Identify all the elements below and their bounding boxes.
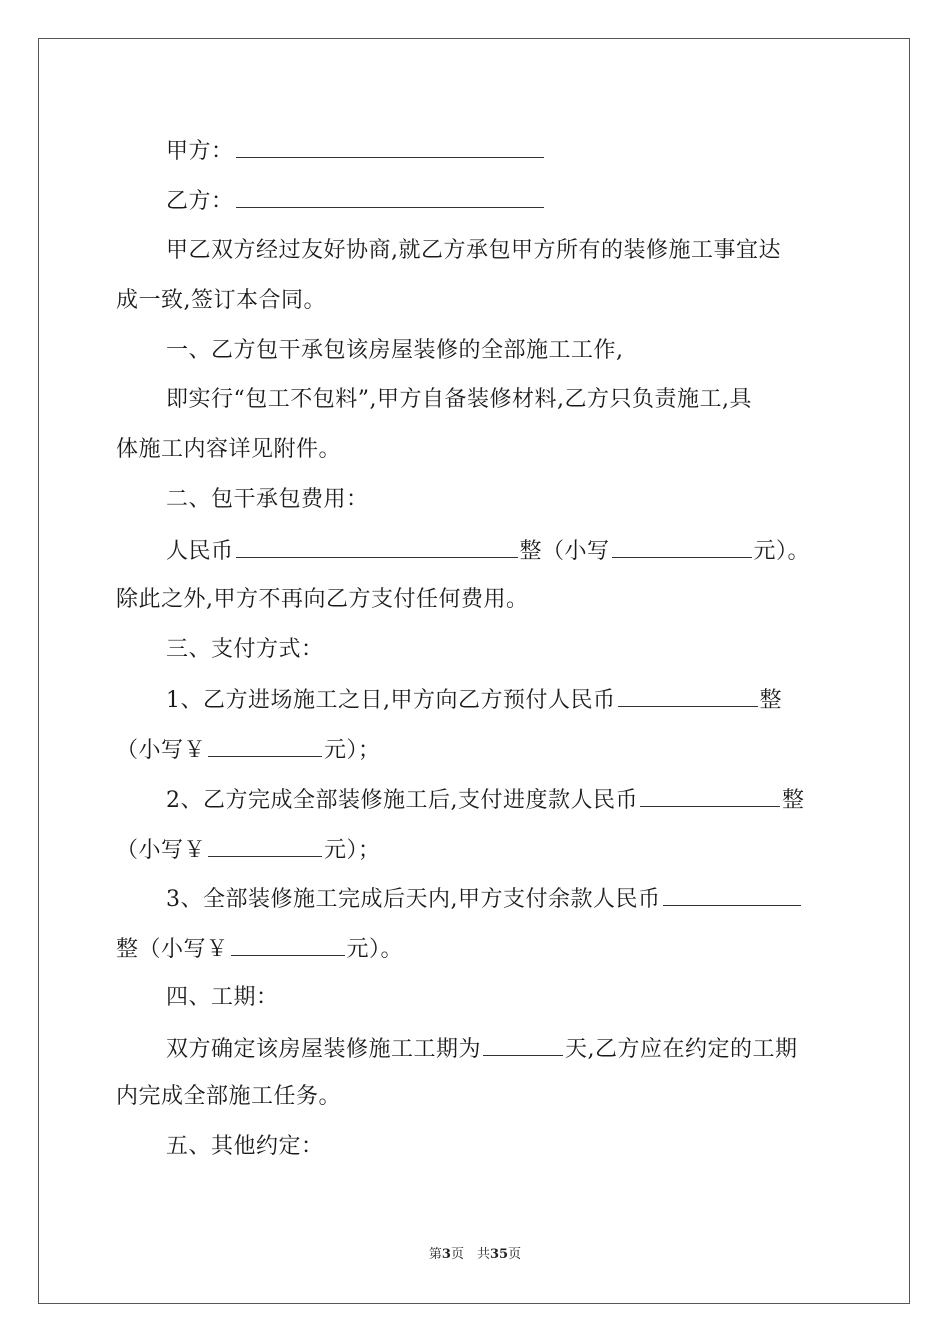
intro-line-1: 甲乙双方经过友好协商,就乙方承包甲方所有的装修施工事宜达 [166,238,781,263]
fee-small-blank[interactable] [612,537,752,558]
fee-zheng-label: 整（小写 [519,539,610,564]
section-1-body-2: 体施工内容详见附件。 [116,437,342,462]
fee-amount-blank[interactable] [236,537,518,558]
payment-2-end: 元）； [324,838,381,863]
payment-3-small-blank[interactable] [231,935,345,956]
page-border [38,38,910,1304]
period-text-b: 天,乙方应在约定的工期 [565,1037,798,1062]
section-2-body-2: 除此之外,甲方不再向乙方支付任何费用。 [116,587,529,612]
party-a-line [166,137,546,165]
payment-3-amount-blank[interactable] [663,885,801,906]
period-text-a: 双方确定该房屋装修施工工期为 [166,1037,482,1062]
payment-1-small-label: （小写￥ [116,738,207,763]
section-1-body-1: 即实行“包工不包料”,甲方自备装修材料,乙方只负责施工,具 [166,387,752,412]
footer-prefix: 第 [428,1247,442,1262]
payment-2-small-line [116,836,381,864]
fee-rmb-label: 人民币 [166,539,234,564]
payment-1-small-blank[interactable] [208,736,322,757]
section-1-title: 一、乙方包干承包该房屋装修的全部施工工作, [166,338,624,363]
payment-2-small-blank[interactable] [208,836,322,857]
fee-yuan-label: 元）。 [753,539,811,564]
payment-3-small-line [116,935,403,963]
payment-2-text: 2、乙方完成全部装修施工后,支付进度款人民币 [166,788,638,813]
party-a-label: 甲方： [166,139,234,164]
payment-3-end: 元）。 [346,937,404,962]
payment-3-line [166,885,803,913]
payment-1-text: 1、乙方进场施工之日,甲方向乙方预付人民币 [166,688,616,713]
section-4-title: 四、工期： [166,985,279,1010]
payment-2-zheng: 整 [782,788,805,813]
payment-1-small-line [116,736,381,764]
footer-mid: 页 共 [450,1247,490,1262]
payment-3-small-label: 整（小写￥ [116,937,229,962]
payment-1-line [166,686,782,714]
page-footer [0,1247,950,1263]
payment-1-zheng: 整 [759,688,783,713]
section-4-body-1 [166,1035,798,1063]
payment-2-line [166,786,805,814]
intro-line-2: 成一致,签订本合同。 [116,288,326,313]
payment-2-small-label: （小写￥ [116,838,207,863]
section-2-fee-line [166,537,810,565]
period-days-blank[interactable] [483,1035,563,1056]
party-b-line [166,187,546,215]
party-b-label: 乙方： [166,189,234,214]
section-2-title: 二、包干承包费用： [166,487,369,512]
payment-3-text: 3、全部装修施工完成后天内,甲方支付余款人民币 [166,887,661,912]
footer-total-pages: 35 [489,1247,509,1262]
party-a-blank[interactable] [236,137,544,158]
section-4-body-2: 内完成全部施工任务。 [116,1084,342,1109]
section-5-title: 五、其他约定： [166,1134,324,1159]
payment-1-amount-blank[interactable] [618,686,758,707]
payment-1-end: 元）； [324,738,381,763]
party-b-blank[interactable] [236,187,544,208]
footer-page-number: 3 [441,1247,451,1262]
footer-suffix: 页 [508,1247,522,1262]
section-3-title: 三、支付方式： [166,637,324,662]
payment-2-amount-blank[interactable] [640,786,780,807]
